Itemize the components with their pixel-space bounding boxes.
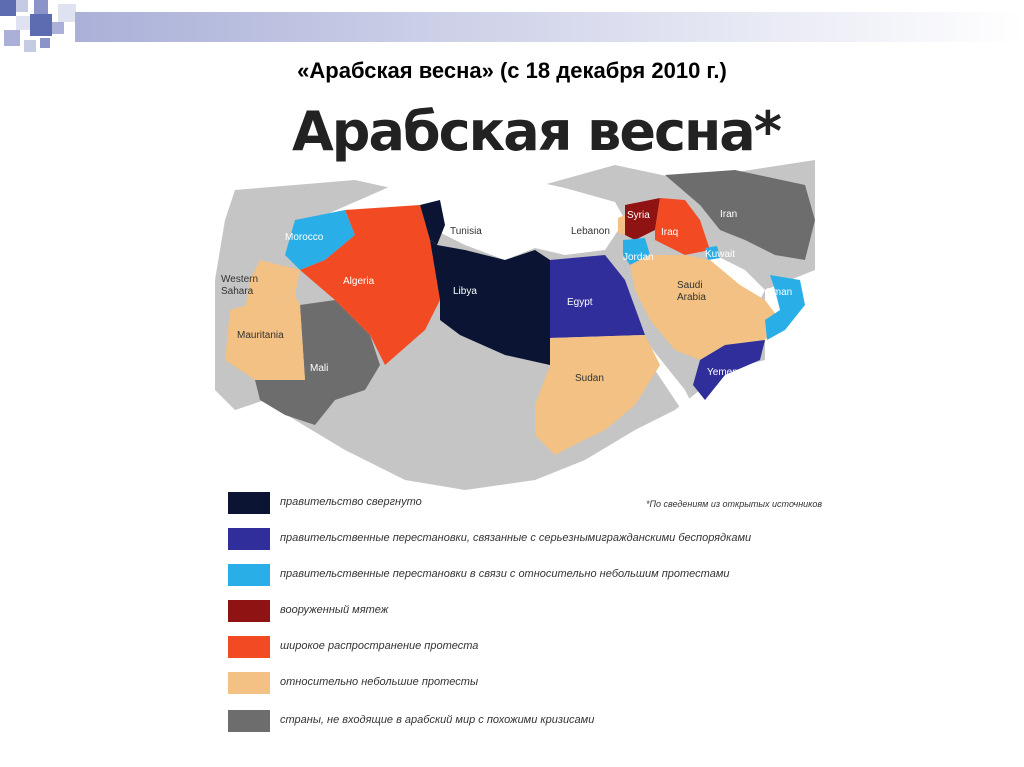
label-oman: Oman — [765, 287, 793, 298]
slide-title: «Арабская весна» (с 18 декабря 2010 г.) — [297, 58, 727, 83]
legend-swatch — [228, 528, 270, 550]
label-yemen: Yemen — [707, 367, 738, 378]
label-tunisia: Tunisia — [450, 226, 482, 237]
label-lebanon: Lebanon — [571, 226, 610, 237]
label-western-sahara: Western — [221, 274, 259, 285]
label-mauritania: Mauritania — [237, 330, 284, 341]
legend-swatch — [228, 492, 270, 514]
label-jordan: Jordan — [623, 252, 654, 263]
label-libya: Libya — [453, 286, 477, 297]
legend-label: правительство свергнуто — [280, 496, 422, 508]
legend-label: страны, не входящие в арабский мир с похожими кризисами — [280, 714, 595, 726]
label-morocco: Morocco — [285, 232, 324, 243]
legend-swatch — [228, 710, 270, 732]
label-western-sahara-2: Sahara — [221, 286, 254, 297]
label-saudi-arabia-2: Arabia — [677, 292, 706, 303]
legend-label: относительно небольшие протесты — [280, 676, 479, 688]
country-lebanon — [618, 215, 625, 235]
arab-spring-map — [205, 160, 815, 500]
header-band — [75, 12, 1024, 42]
label-mali: Mali — [310, 363, 329, 374]
label-algeria: Algeria — [343, 276, 375, 287]
legend-swatch — [228, 600, 270, 622]
label-saudi-arabia: Saudi — [677, 280, 703, 291]
legend-label: широкое распространение протеста — [280, 640, 479, 652]
legend-footnote: *По сведениям из открытых источников — [646, 499, 823, 509]
legend — [228, 490, 828, 740]
legend-label: правительственные перестановки в связи с относительно небольшим протестами — [280, 568, 730, 580]
legend-swatch — [228, 564, 270, 586]
label-iran: Iran — [720, 209, 738, 220]
legend-swatch — [228, 672, 270, 694]
legend-label: вооруженный мятеж — [280, 604, 389, 616]
legend-label: правительственные перестановки, связанные с серьезнымигражданскими беспорядками — [280, 532, 752, 544]
label-egypt: Egypt — [567, 297, 593, 308]
label-iraq: Iraq — [661, 227, 679, 238]
label-sudan: Sudan — [575, 373, 604, 384]
label-syria: Syria — [627, 210, 650, 221]
legend-swatch — [228, 636, 270, 658]
label-kuwait: Kuwait — [705, 249, 736, 260]
map-title: Арабская весна* — [292, 100, 780, 163]
